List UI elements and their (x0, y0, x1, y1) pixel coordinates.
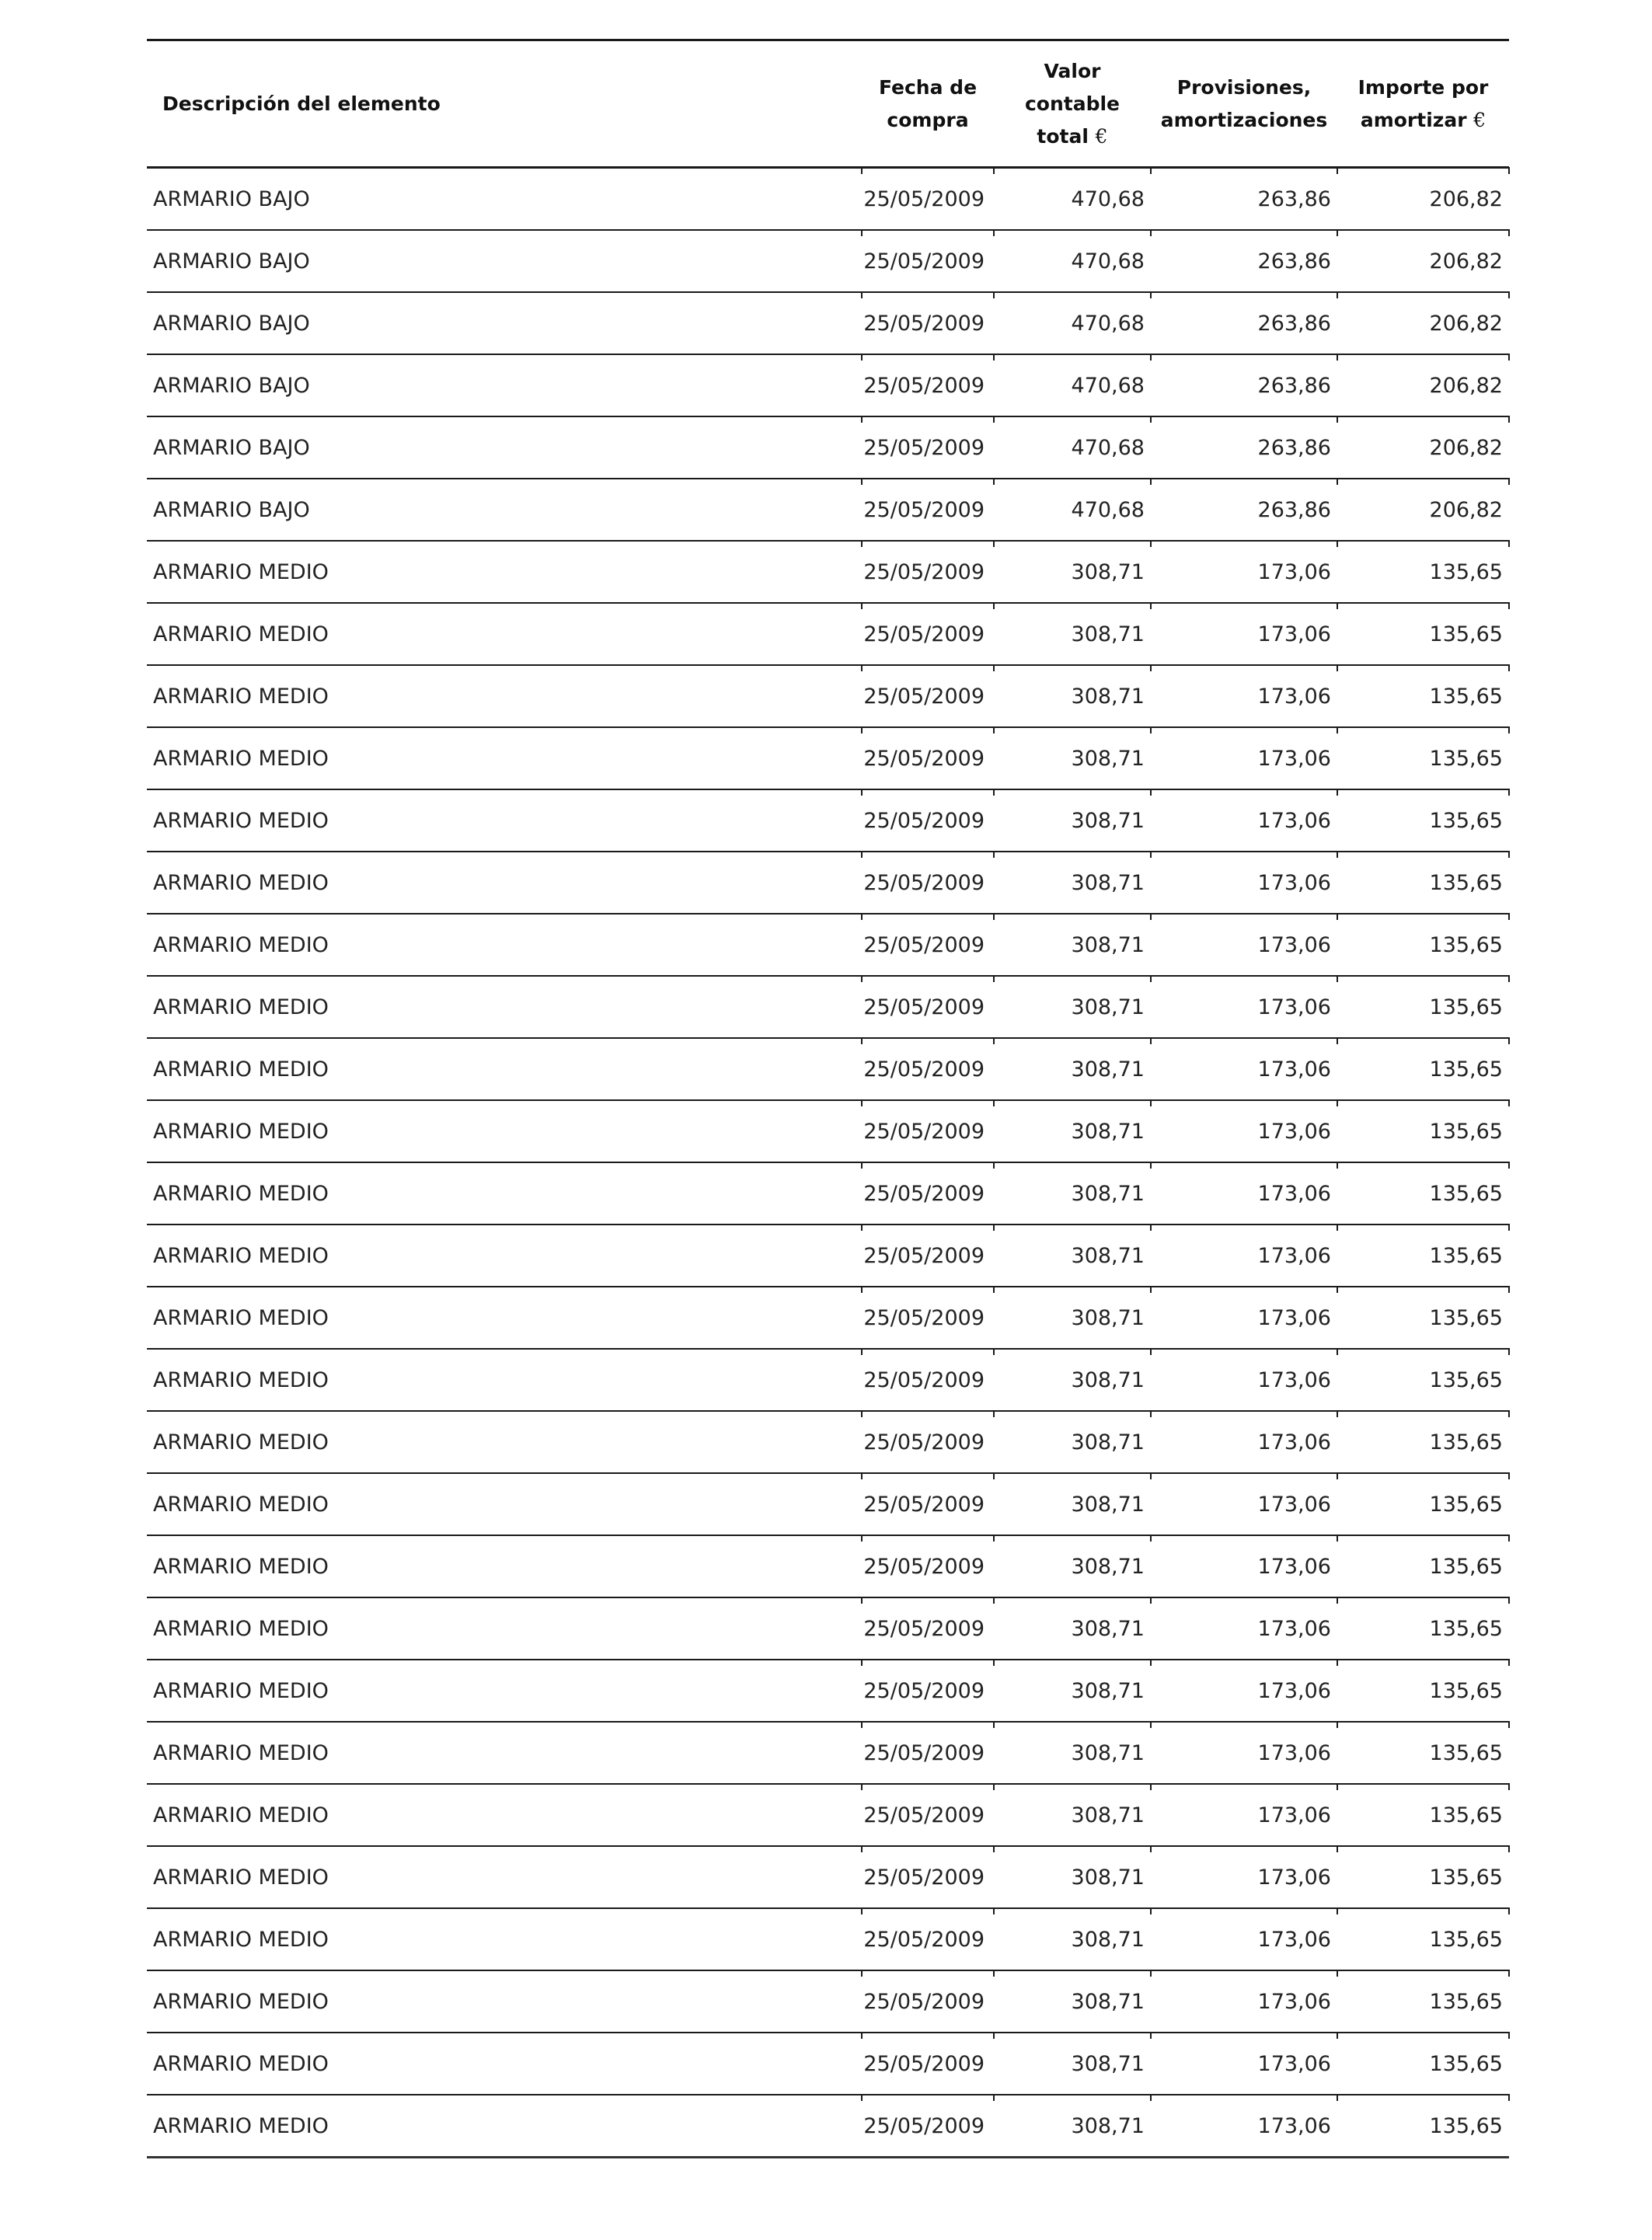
table-row (147, 541, 1509, 603)
cell-amount-to-amortize: 135,65 (1337, 1349, 1509, 1411)
header-book-value-currency: € (1095, 124, 1108, 148)
table-row (147, 1162, 1509, 1225)
table-row (147, 230, 1509, 292)
cell-provisions: 173,06 (1151, 789, 1337, 852)
cell-purchase-date: 25/05/2009 (862, 168, 994, 231)
cell-amount-to-amortize: 135,65 (1337, 1162, 1509, 1225)
header-provisions (1151, 40, 1337, 168)
cell-provisions: 263,86 (1151, 354, 1337, 416)
cell-provisions: 263,86 (1151, 168, 1337, 231)
table-row (147, 1970, 1509, 2033)
cell-amount-to-amortize: 135,65 (1337, 1225, 1509, 1287)
cell-description: ARMARIO MEDIO (147, 665, 862, 727)
cell-purchase-date: 25/05/2009 (862, 1784, 994, 1846)
cell-book-value: 308,71 (994, 1784, 1151, 1846)
cell-purchase-date: 25/05/2009 (862, 541, 994, 603)
cell-book-value: 308,71 (994, 1846, 1151, 1908)
table-row (147, 479, 1509, 541)
cell-provisions: 173,06 (1151, 541, 1337, 603)
cell-provisions: 173,06 (1151, 1100, 1337, 1162)
cell-book-value: 308,71 (994, 1100, 1151, 1162)
cell-provisions: 263,86 (1151, 292, 1337, 354)
cell-amount-to-amortize: 135,65 (1337, 1908, 1509, 1970)
cell-description: ARMARIO BAJO (147, 292, 862, 354)
cell-amount-to-amortize: 135,65 (1337, 1722, 1509, 1784)
table-row (147, 914, 1509, 976)
cell-provisions: 173,06 (1151, 1784, 1337, 1846)
cell-amount-to-amortize: 135,65 (1337, 665, 1509, 727)
cell-purchase-date: 25/05/2009 (862, 1535, 994, 1597)
cell-provisions: 173,06 (1151, 1287, 1337, 1349)
cell-provisions: 263,86 (1151, 416, 1337, 479)
table-row (147, 1287, 1509, 1349)
cell-amount-to-amortize: 135,65 (1337, 1846, 1509, 1908)
table-row (147, 976, 1509, 1038)
cell-book-value: 308,71 (994, 727, 1151, 789)
header-book-value (994, 40, 1151, 168)
cell-description: ARMARIO MEDIO (147, 541, 862, 603)
cell-amount-to-amortize: 135,65 (1337, 1535, 1509, 1597)
header-amount-to-amortize-line-1: Importe por (1357, 75, 1489, 99)
cell-description: ARMARIO MEDIO (147, 2095, 862, 2158)
cell-description: ARMARIO MEDIO (147, 1784, 862, 1846)
cell-provisions: 173,06 (1151, 727, 1337, 789)
cell-purchase-date: 25/05/2009 (862, 1287, 994, 1349)
cell-book-value: 308,71 (994, 541, 1151, 603)
cell-amount-to-amortize: 206,82 (1337, 168, 1509, 231)
cell-purchase-date: 25/05/2009 (862, 354, 994, 416)
table-row (147, 354, 1509, 416)
cell-book-value: 470,68 (994, 479, 1151, 541)
table-row (147, 1846, 1509, 1908)
cell-purchase-date: 25/05/2009 (862, 665, 994, 727)
table-row (147, 1660, 1509, 1722)
cell-amount-to-amortize: 206,82 (1337, 292, 1509, 354)
cell-purchase-date: 25/05/2009 (862, 1908, 994, 1970)
cell-purchase-date: 25/05/2009 (862, 1349, 994, 1411)
cell-purchase-date: 25/05/2009 (862, 230, 994, 292)
cell-description: ARMARIO MEDIO (147, 1535, 862, 1597)
cell-purchase-date: 25/05/2009 (862, 1473, 994, 1535)
cell-provisions: 173,06 (1151, 914, 1337, 976)
cell-provisions: 173,06 (1151, 1908, 1337, 1970)
cell-purchase-date: 25/05/2009 (862, 727, 994, 789)
cell-provisions: 173,06 (1151, 1038, 1337, 1100)
cell-purchase-date: 25/05/2009 (862, 789, 994, 852)
cell-amount-to-amortize: 135,65 (1337, 2095, 1509, 2158)
cell-purchase-date: 25/05/2009 (862, 416, 994, 479)
cell-description: ARMARIO MEDIO (147, 1225, 862, 1287)
cell-provisions: 173,06 (1151, 1722, 1337, 1784)
cell-description: ARMARIO MEDIO (147, 914, 862, 976)
cell-description: ARMARIO MEDIO (147, 1846, 862, 1908)
cell-purchase-date: 25/05/2009 (862, 1597, 994, 1660)
cell-provisions: 173,06 (1151, 1660, 1337, 1722)
cell-description: ARMARIO BAJO (147, 416, 862, 479)
cell-provisions: 173,06 (1151, 1846, 1337, 1908)
header-description-label: Descripción del elemento (162, 92, 441, 115)
cell-description: ARMARIO BAJO (147, 230, 862, 292)
cell-book-value: 308,71 (994, 2095, 1151, 2158)
cell-amount-to-amortize: 135,65 (1337, 1100, 1509, 1162)
table-row (147, 1784, 1509, 1846)
cell-book-value: 308,71 (994, 1038, 1151, 1100)
cell-book-value: 308,71 (994, 1908, 1151, 1970)
cell-purchase-date: 25/05/2009 (862, 1846, 994, 1908)
cell-amount-to-amortize: 206,82 (1337, 416, 1509, 479)
table-row (147, 665, 1509, 727)
cell-book-value: 308,71 (994, 789, 1151, 852)
cell-book-value: 470,68 (994, 354, 1151, 416)
asset-table-sheet (147, 39, 1509, 2158)
cell-purchase-date: 25/05/2009 (862, 2095, 994, 2158)
cell-purchase-date: 25/05/2009 (862, 1038, 994, 1100)
cell-book-value: 308,71 (994, 1162, 1151, 1225)
cell-amount-to-amortize: 135,65 (1337, 1473, 1509, 1535)
cell-purchase-date: 25/05/2009 (862, 852, 994, 914)
table-row (147, 416, 1509, 479)
cell-provisions: 173,06 (1151, 1597, 1337, 1660)
cell-amount-to-amortize: 206,82 (1337, 230, 1509, 292)
cell-book-value: 308,71 (994, 1225, 1151, 1287)
table-row (147, 1225, 1509, 1287)
cell-purchase-date: 25/05/2009 (862, 1411, 994, 1473)
cell-purchase-date: 25/05/2009 (862, 914, 994, 976)
cell-amount-to-amortize: 135,65 (1337, 914, 1509, 976)
cell-provisions: 173,06 (1151, 603, 1337, 665)
cell-book-value: 308,71 (994, 1970, 1151, 2033)
cell-description: ARMARIO MEDIO (147, 727, 862, 789)
cell-description: ARMARIO MEDIO (147, 1411, 862, 1473)
cell-book-value: 308,71 (994, 914, 1151, 976)
cell-description: ARMARIO MEDIO (147, 1162, 862, 1225)
cell-amount-to-amortize: 135,65 (1337, 852, 1509, 914)
cell-purchase-date: 25/05/2009 (862, 292, 994, 354)
cell-description: ARMARIO MEDIO (147, 1349, 862, 1411)
table-row (147, 1535, 1509, 1597)
header-provisions-line-2: amortizaciones (1160, 108, 1328, 131)
cell-provisions: 173,06 (1151, 1970, 1337, 2033)
cell-amount-to-amortize: 135,65 (1337, 2033, 1509, 2095)
cell-purchase-date: 25/05/2009 (862, 1225, 994, 1287)
cell-provisions: 173,06 (1151, 852, 1337, 914)
cell-book-value: 308,71 (994, 976, 1151, 1038)
cell-provisions: 173,06 (1151, 976, 1337, 1038)
asset-table (147, 39, 1509, 2158)
cell-description: ARMARIO MEDIO (147, 1660, 862, 1722)
cell-amount-to-amortize: 135,65 (1337, 1287, 1509, 1349)
table-row (147, 1100, 1509, 1162)
header-amount-to-amortize (1337, 40, 1509, 168)
table-row (147, 1411, 1509, 1473)
header-amount-to-amortize-currency: € (1473, 108, 1486, 131)
cell-description: ARMARIO MEDIO (147, 1038, 862, 1100)
header-book-value-line-3: total (1037, 124, 1089, 148)
table-row (147, 727, 1509, 789)
cell-provisions: 173,06 (1151, 1162, 1337, 1225)
header-purchase-date-line-1: Fecha de (878, 75, 978, 99)
cell-description: ARMARIO MEDIO (147, 603, 862, 665)
cell-amount-to-amortize: 135,65 (1337, 1597, 1509, 1660)
table-row (147, 789, 1509, 852)
cell-amount-to-amortize: 135,65 (1337, 1038, 1509, 1100)
cell-description: ARMARIO MEDIO (147, 976, 862, 1038)
table-row (147, 168, 1509, 231)
cell-book-value: 470,68 (994, 416, 1151, 479)
header-provisions-line-1: Provisiones, (1176, 75, 1312, 99)
cell-book-value: 470,68 (994, 292, 1151, 354)
cell-purchase-date: 25/05/2009 (862, 1660, 994, 1722)
header-book-value-line-2: contable (1024, 92, 1121, 115)
cell-purchase-date: 25/05/2009 (862, 976, 994, 1038)
table-row (147, 2033, 1509, 2095)
cell-book-value: 308,71 (994, 603, 1151, 665)
table-row (147, 1722, 1509, 1784)
cell-description: ARMARIO BAJO (147, 479, 862, 541)
cell-purchase-date: 25/05/2009 (862, 1162, 994, 1225)
cell-purchase-date: 25/05/2009 (862, 1722, 994, 1784)
table-header (147, 40, 1509, 168)
cell-provisions: 173,06 (1151, 2033, 1337, 2095)
header-row (147, 40, 1509, 168)
cell-book-value: 308,71 (994, 1660, 1151, 1722)
cell-provisions: 173,06 (1151, 1473, 1337, 1535)
cell-provisions: 173,06 (1151, 1535, 1337, 1597)
table-row (147, 852, 1509, 914)
cell-description: ARMARIO MEDIO (147, 789, 862, 852)
cell-book-value: 308,71 (994, 665, 1151, 727)
cell-book-value: 308,71 (994, 852, 1151, 914)
cell-book-value: 308,71 (994, 1535, 1151, 1597)
cell-amount-to-amortize: 135,65 (1337, 603, 1509, 665)
cell-description: ARMARIO MEDIO (147, 1970, 862, 2033)
table-row (147, 1349, 1509, 1411)
table-row (147, 1908, 1509, 1970)
cell-amount-to-amortize: 135,65 (1337, 541, 1509, 603)
cell-amount-to-amortize: 135,65 (1337, 1660, 1509, 1722)
table-row (147, 1597, 1509, 1660)
cell-amount-to-amortize: 135,65 (1337, 727, 1509, 789)
cell-provisions: 263,86 (1151, 230, 1337, 292)
cell-amount-to-amortize: 135,65 (1337, 976, 1509, 1038)
cell-book-value: 470,68 (994, 168, 1151, 231)
cell-description: ARMARIO MEDIO (147, 2033, 862, 2095)
cell-purchase-date: 25/05/2009 (862, 1100, 994, 1162)
header-purchase-date (862, 40, 994, 168)
table-row (147, 292, 1509, 354)
header-description (147, 40, 862, 168)
cell-book-value: 308,71 (994, 1722, 1151, 1784)
header-purchase-date-line-2: compra (887, 108, 969, 131)
cell-book-value: 308,71 (994, 1287, 1151, 1349)
cell-book-value: 308,71 (994, 1597, 1151, 1660)
cell-purchase-date: 25/05/2009 (862, 479, 994, 541)
cell-provisions: 173,06 (1151, 1225, 1337, 1287)
cell-description: ARMARIO MEDIO (147, 1597, 862, 1660)
cell-purchase-date: 25/05/2009 (862, 2033, 994, 2095)
cell-description: ARMARIO MEDIO (147, 1100, 862, 1162)
cell-book-value: 470,68 (994, 230, 1151, 292)
cell-provisions: 173,06 (1151, 1411, 1337, 1473)
cell-purchase-date: 25/05/2009 (862, 1970, 994, 2033)
cell-description: ARMARIO MEDIO (147, 1908, 862, 1970)
cell-amount-to-amortize: 206,82 (1337, 479, 1509, 541)
cell-provisions: 263,86 (1151, 479, 1337, 541)
cell-amount-to-amortize: 206,82 (1337, 354, 1509, 416)
table-row (147, 603, 1509, 665)
table-body (147, 168, 1509, 2158)
cell-description: ARMARIO MEDIO (147, 1287, 862, 1349)
cell-description: ARMARIO MEDIO (147, 1473, 862, 1535)
table-row (147, 1473, 1509, 1535)
cell-description: ARMARIO MEDIO (147, 852, 862, 914)
cell-description: ARMARIO BAJO (147, 354, 862, 416)
cell-book-value: 308,71 (994, 1411, 1151, 1473)
cell-provisions: 173,06 (1151, 1349, 1337, 1411)
cell-amount-to-amortize: 135,65 (1337, 1784, 1509, 1846)
cell-provisions: 173,06 (1151, 2095, 1337, 2158)
cell-amount-to-amortize: 135,65 (1337, 789, 1509, 852)
cell-book-value: 308,71 (994, 2033, 1151, 2095)
table-row (147, 1038, 1509, 1100)
header-book-value-line-1: Valor (1044, 59, 1101, 82)
header-amount-to-amortize-line-2: amortizar (1360, 108, 1467, 131)
cell-provisions: 173,06 (1151, 665, 1337, 727)
cell-description: ARMARIO BAJO (147, 168, 862, 231)
cell-book-value: 308,71 (994, 1473, 1151, 1535)
cell-amount-to-amortize: 135,65 (1337, 1411, 1509, 1473)
table-row (147, 2095, 1509, 2158)
cell-description: ARMARIO MEDIO (147, 1722, 862, 1784)
cell-purchase-date: 25/05/2009 (862, 603, 994, 665)
cell-book-value: 308,71 (994, 1349, 1151, 1411)
cell-amount-to-amortize: 135,65 (1337, 1970, 1509, 2033)
